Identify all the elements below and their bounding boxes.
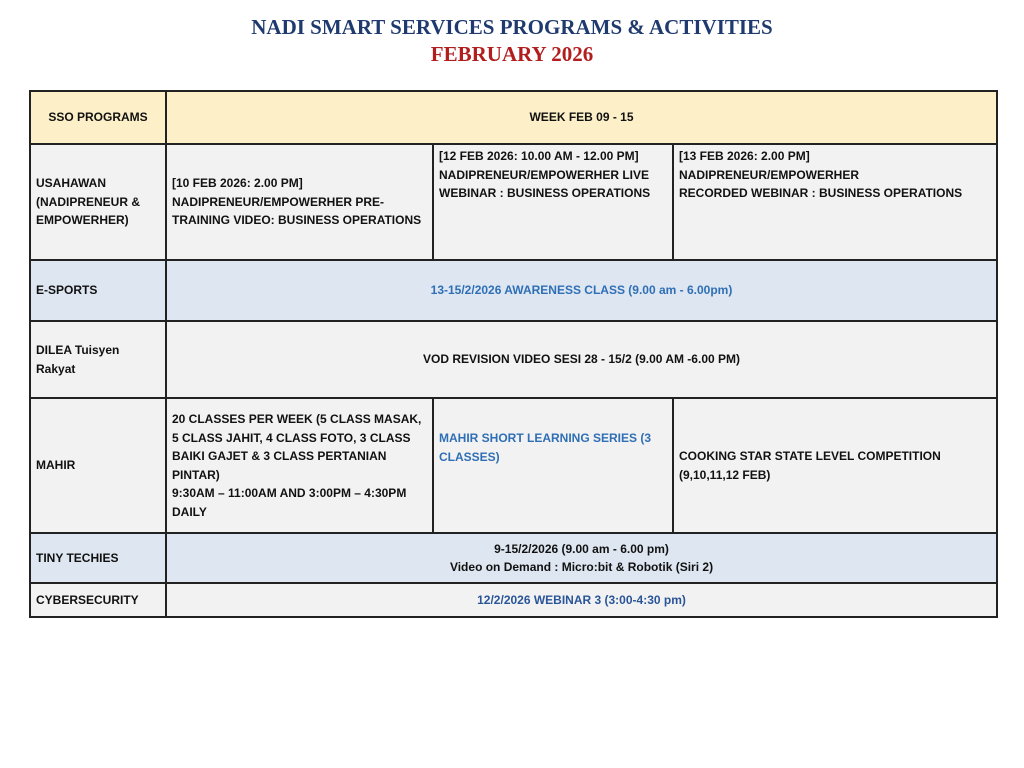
tiny-techies-dates: 9-15/2/2026 (9.00 am - 6.00 pm): [494, 541, 669, 556]
program-label-esports: [30, 260, 166, 321]
mahir-cell-2: [433, 398, 673, 533]
header-week-cell: [166, 91, 997, 144]
header-week-label: WEEK FEB 09 - 15: [529, 110, 634, 125]
table-row-dilea: [30, 321, 997, 398]
usahawan-cell-1-desc: NADIPRENEUR/EMPOWERHER PRE-TRAINING VIDEO: BUSINESS OPERATIONS: [172, 194, 422, 228]
table-row-cybersecurity: [30, 583, 997, 617]
mahir-cell-1: [166, 398, 433, 533]
usahawan-cell-2-date: [12 FEB 2026: 10.00 AM - 12.00 PM]: [439, 149, 639, 163]
esports-content: 13-15/2/2026 AWARENESS CLASS (9.00 am - 6.00pm): [430, 283, 733, 298]
usahawan-cell-3-date: [13 FEB 2026: 2.00 PM]: [679, 149, 810, 163]
program-label-text: E-SPORTS: [36, 283, 98, 298]
page-subtitle-month: FEBRUARY 2026: [430, 42, 594, 66]
usahawan-cell-3-line2: NADIPRENEUR/EMPOWERHER: [679, 167, 860, 182]
mahir-cell-2-text: MAHIR SHORT LEARNING SERIES (3 CLASSES): [439, 431, 652, 464]
program-label-text: CYBERSECURITY: [36, 592, 139, 607]
page-title: NADI SMART SERVICES PROGRAMS & ACTIVITIES: [251, 15, 773, 39]
mahir-cell-1-times: 9:30AM – 11:00AM AND 3:00PM – 4:30PM DAILY: [172, 486, 407, 519]
program-label-cybersecurity: [30, 583, 166, 617]
tiny-techies-content-cell: [166, 533, 997, 583]
table-header-row: [30, 91, 997, 144]
program-label-dilea: [30, 321, 166, 398]
usahawan-cell-2: [433, 144, 673, 260]
mahir-cell-1-classes: 20 CLASSES PER WEEK (5 CLASS MASAK, 5 CLASS JAHIT, 4 CLASS FOTO, 3 CLASS BAIKI GAJET & 3 CLASS PERTANIAN PINTAR): [172, 412, 422, 482]
esports-content-cell: [166, 260, 997, 321]
tiny-techies-desc: Video on Demand : Micro:bit & Robotik (Siri 2): [449, 560, 714, 574]
usahawan-cell-2-desc: NADIPRENEUR/EMPOWERHER LIVE WEBINAR : BUSINESS OPERATIONS: [439, 167, 651, 200]
table-row-esports: [30, 260, 997, 321]
table-row-mahir: [30, 398, 997, 533]
programs-schedule-table: [29, 90, 998, 618]
dilea-content: VOD REVISION VIDEO SESI 28 - 15/2 (9.00 AM -6.00 PM): [423, 352, 740, 367]
cybersecurity-content-cell: [166, 583, 997, 617]
program-label-mahir: [30, 398, 166, 533]
dilea-content-cell: [166, 321, 997, 398]
program-label-text: MAHIR: [36, 458, 76, 473]
header-programs-label: SSO PROGRAMS: [48, 110, 148, 125]
cybersecurity-content: 12/2/2026 WEBINAR 3 (3:00-4:30 pm): [477, 592, 686, 607]
usahawan-cell-3: [673, 144, 997, 260]
program-label-text: DILEA Tuisyen Rakyat: [36, 343, 120, 376]
program-label-text: USAHAWAN (NADIPRENEUR & EMPOWERHER): [36, 176, 141, 228]
header-programs-cell: [30, 91, 166, 144]
usahawan-cell-3-line3: RECORDED WEBINAR : BUSINESS OPERATIONS: [679, 186, 963, 200]
program-label-tiny-techies: [30, 533, 166, 583]
mahir-cell-3: [673, 398, 997, 533]
usahawan-cell-1: [166, 144, 433, 260]
mahir-cell-3-text: COOKING STAR STATE LEVEL COMPETITION (9,10,11,12 FEB): [679, 449, 941, 482]
program-label-usahawan: [30, 144, 166, 260]
usahawan-cell-1-date: [10 FEB 2026: 2.00 PM]: [172, 176, 303, 191]
table-row-usahawan: [30, 144, 997, 260]
table-row-tiny-techies: [30, 533, 997, 583]
program-label-text: TINY TECHIES: [36, 550, 119, 565]
